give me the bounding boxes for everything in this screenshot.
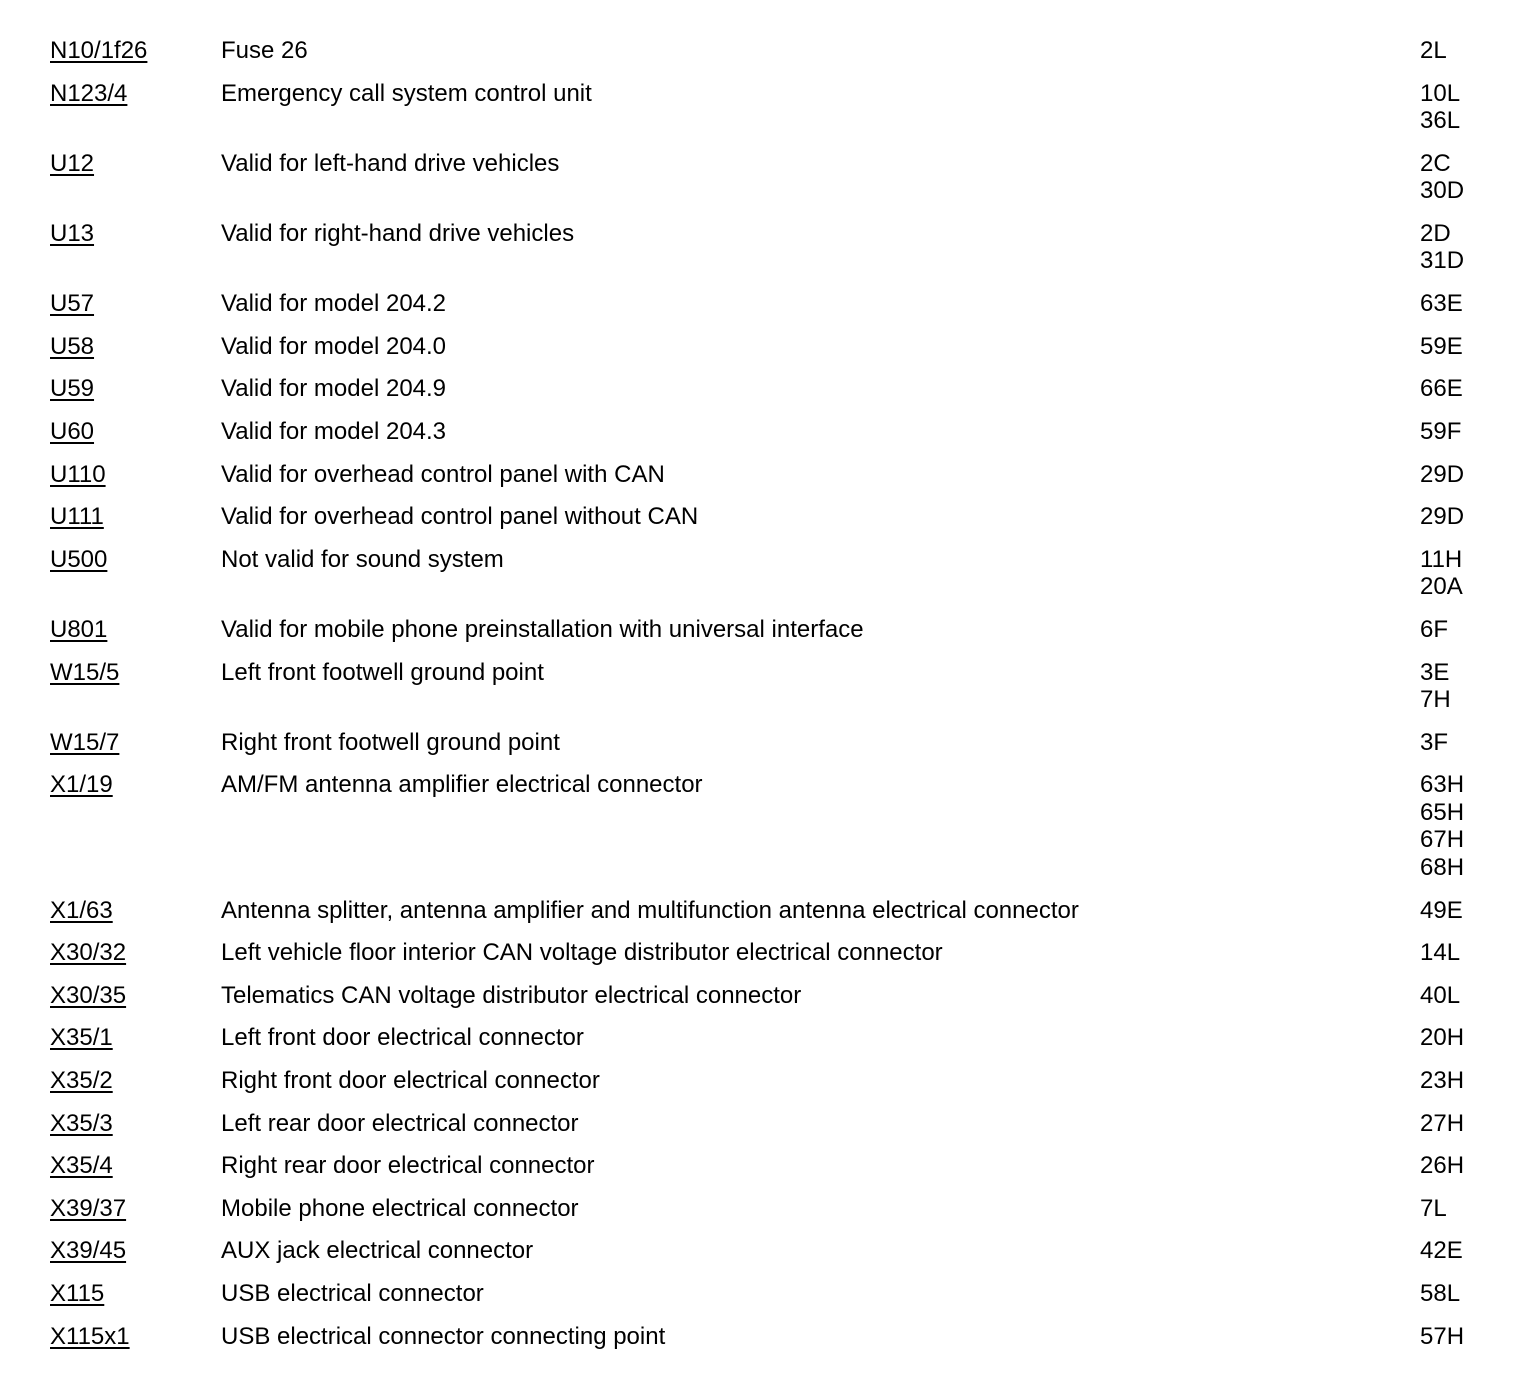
legend-row [0, 771, 1536, 896]
grid-reference: 66E [1420, 375, 1463, 403]
legend-row [0, 616, 1536, 659]
component-code-link[interactable]: X35/4 [50, 1152, 113, 1180]
component-code-link[interactable]: W15/7 [50, 728, 120, 756]
grid-reference: 63H [1420, 771, 1465, 799]
legend-row [0, 375, 1536, 418]
component-description: Emergency call system control unit [221, 79, 592, 107]
legend-row [0, 1280, 1536, 1323]
grid-reference: 29D [1420, 503, 1465, 531]
grid-references [1420, 771, 1464, 881]
grid-references [1420, 729, 1448, 757]
grid-reference: 2C [1420, 149, 1451, 177]
component-code-link[interactable]: X1/19 [50, 771, 113, 799]
component-code-link[interactable]: X115 [50, 1280, 105, 1308]
grid-reference: 58L [1420, 1280, 1461, 1308]
grid-reference: 2D [1420, 219, 1451, 247]
grid-reference: 6F [1420, 615, 1449, 643]
component-description: Valid for model 204.2 [221, 290, 447, 318]
grid-reference: 57H [1420, 1322, 1465, 1350]
component-description: Valid for mobile phone preinstallation with universal interface [221, 615, 864, 643]
component-code-link[interactable]: U59 [50, 375, 95, 403]
grid-references [1420, 616, 1448, 644]
legend-row [0, 1237, 1536, 1280]
grid-reference: 3F [1420, 728, 1449, 756]
component-code-link[interactable]: X39/45 [50, 1237, 127, 1265]
component-description: USB electrical connector connecting point [221, 1322, 666, 1350]
grid-reference: 2L [1420, 37, 1447, 64]
component-description: USB electrical connector [221, 1280, 484, 1308]
component-code-link[interactable]: X35/3 [50, 1109, 113, 1137]
grid-reference: 7L [1420, 1194, 1447, 1222]
grid-reference: 31D [1420, 247, 1465, 275]
component-code-link[interactable]: X1/63 [50, 896, 113, 924]
legend-row [0, 939, 1536, 982]
component-description: Right front footwell ground point [221, 728, 560, 756]
component-code-link[interactable]: U500 [50, 545, 108, 573]
grid-references [1420, 1067, 1464, 1095]
component-description: Valid for overhead control panel without CAN [221, 503, 699, 531]
grid-references [1420, 37, 1447, 65]
grid-references [1420, 982, 1460, 1010]
legend-row [0, 503, 1536, 546]
grid-reference: 3E [1420, 658, 1450, 686]
component-code-link[interactable]: U110 [50, 460, 106, 488]
component-description: Left vehicle floor interior CAN voltage distributor electrical connector [221, 939, 943, 967]
component-code-link[interactable]: U58 [50, 332, 95, 360]
grid-reference: 59E [1420, 332, 1463, 360]
component-description: Valid for left-hand drive vehicles [221, 149, 560, 177]
grid-references [1420, 1195, 1447, 1223]
component-code-link[interactable]: X30/32 [50, 939, 127, 967]
component-code-link[interactable]: X35/2 [50, 1067, 113, 1095]
component-code-link[interactable]: U13 [50, 219, 95, 247]
grid-reference: 29D [1420, 460, 1465, 488]
grid-references [1420, 150, 1464, 205]
legend-row [0, 546, 1536, 616]
component-description: Left rear door electrical connector [221, 1109, 579, 1137]
grid-reference: 27H [1420, 1109, 1465, 1137]
component-code-link[interactable]: U57 [50, 290, 95, 318]
component-description: Left front door electrical connector [221, 1024, 584, 1052]
component-code-link[interactable]: X115x1 [50, 1322, 130, 1350]
legend-row [0, 80, 1536, 150]
component-code-link[interactable]: N123/4 [50, 79, 128, 107]
grid-references [1420, 1323, 1464, 1351]
grid-references [1420, 939, 1460, 967]
grid-references [1420, 897, 1463, 925]
grid-reference: 20H [1420, 1024, 1465, 1052]
grid-references [1420, 333, 1463, 361]
legend-row [0, 1152, 1536, 1195]
grid-reference: 30D [1420, 177, 1465, 205]
legend-row [0, 150, 1536, 220]
grid-reference: 7H [1420, 686, 1451, 713]
grid-reference: 11H [1420, 545, 1463, 573]
grid-reference: 20A [1420, 573, 1463, 601]
legend-row [0, 1067, 1536, 1110]
grid-references [1420, 503, 1464, 531]
legend-row [0, 1195, 1536, 1238]
legend-row [0, 1024, 1536, 1067]
grid-reference: 65H [1420, 798, 1465, 826]
legend-row [0, 418, 1536, 461]
component-code-link[interactable]: U60 [50, 417, 95, 445]
component-description: Valid for model 204.0 [221, 332, 447, 360]
component-description: Right rear door electrical connector [221, 1152, 595, 1180]
component-description: Right front door electrical connector [221, 1067, 600, 1095]
component-description: Left front footwell ground point [221, 658, 544, 686]
component-code-link[interactable]: U801 [50, 615, 108, 643]
component-legend [0, 37, 1536, 1365]
legend-row [0, 37, 1536, 80]
legend-row [0, 897, 1536, 940]
legend-row [0, 461, 1536, 504]
grid-reference: 42E [1420, 1237, 1463, 1265]
grid-references [1420, 80, 1460, 135]
component-description: Fuse 26 [221, 37, 308, 64]
grid-references [1420, 546, 1463, 601]
grid-reference: 67H [1420, 826, 1465, 854]
component-description: Telematics CAN voltage distributor electrical connector [221, 981, 802, 1009]
grid-reference: 26H [1420, 1152, 1465, 1180]
component-code-link[interactable]: X30/35 [50, 981, 127, 1009]
grid-reference: 68H [1420, 853, 1465, 881]
component-description: Valid for model 204.9 [221, 375, 447, 403]
component-code-link[interactable]: U111 [50, 503, 104, 531]
grid-references [1420, 1237, 1463, 1265]
legend-row [0, 982, 1536, 1025]
grid-reference: 40L [1420, 981, 1461, 1009]
component-code-link[interactable]: X39/37 [50, 1194, 127, 1222]
grid-references [1420, 1110, 1464, 1138]
grid-reference: 10L [1420, 79, 1461, 107]
legend-row [0, 290, 1536, 333]
grid-references [1420, 290, 1463, 318]
grid-references [1420, 220, 1464, 275]
grid-reference: 49E [1420, 896, 1463, 924]
component-description: AUX jack electrical connector [221, 1237, 534, 1265]
grid-references [1420, 1024, 1464, 1052]
component-description: Not valid for sound system [221, 545, 504, 573]
legend-row [0, 729, 1536, 772]
grid-references [1420, 1280, 1460, 1308]
component-code-link[interactable]: X35/1 [50, 1024, 113, 1052]
component-description: Valid for model 204.3 [221, 417, 447, 445]
grid-reference: 23H [1420, 1067, 1465, 1095]
component-description: Mobile phone electrical connector [221, 1194, 579, 1222]
grid-reference: 14L [1420, 939, 1461, 967]
grid-reference: 36L [1420, 107, 1461, 135]
component-description: Valid for right-hand drive vehicles [221, 219, 575, 247]
grid-reference: 59F [1420, 417, 1462, 445]
grid-references [1420, 659, 1451, 714]
grid-references [1420, 375, 1463, 403]
grid-references [1420, 1152, 1464, 1180]
component-description: AM/FM antenna amplifier electrical connector [221, 771, 703, 799]
legend-row [0, 1110, 1536, 1153]
grid-references [1420, 461, 1464, 489]
component-code-link[interactable]: W15/5 [50, 658, 120, 686]
component-description: Antenna splitter, antenna amplifier and multifunction antenna electrical connector [221, 896, 1079, 924]
grid-reference: 63E [1420, 290, 1463, 318]
component-description: Valid for overhead control panel with CAN [221, 460, 665, 488]
component-code-link[interactable]: N10/1f26 [50, 37, 148, 64]
legend-row [0, 1323, 1536, 1366]
component-code-link[interactable]: U12 [50, 149, 95, 177]
legend-row [0, 333, 1536, 376]
legend-row [0, 220, 1536, 290]
legend-row [0, 659, 1536, 729]
grid-references [1420, 418, 1461, 446]
